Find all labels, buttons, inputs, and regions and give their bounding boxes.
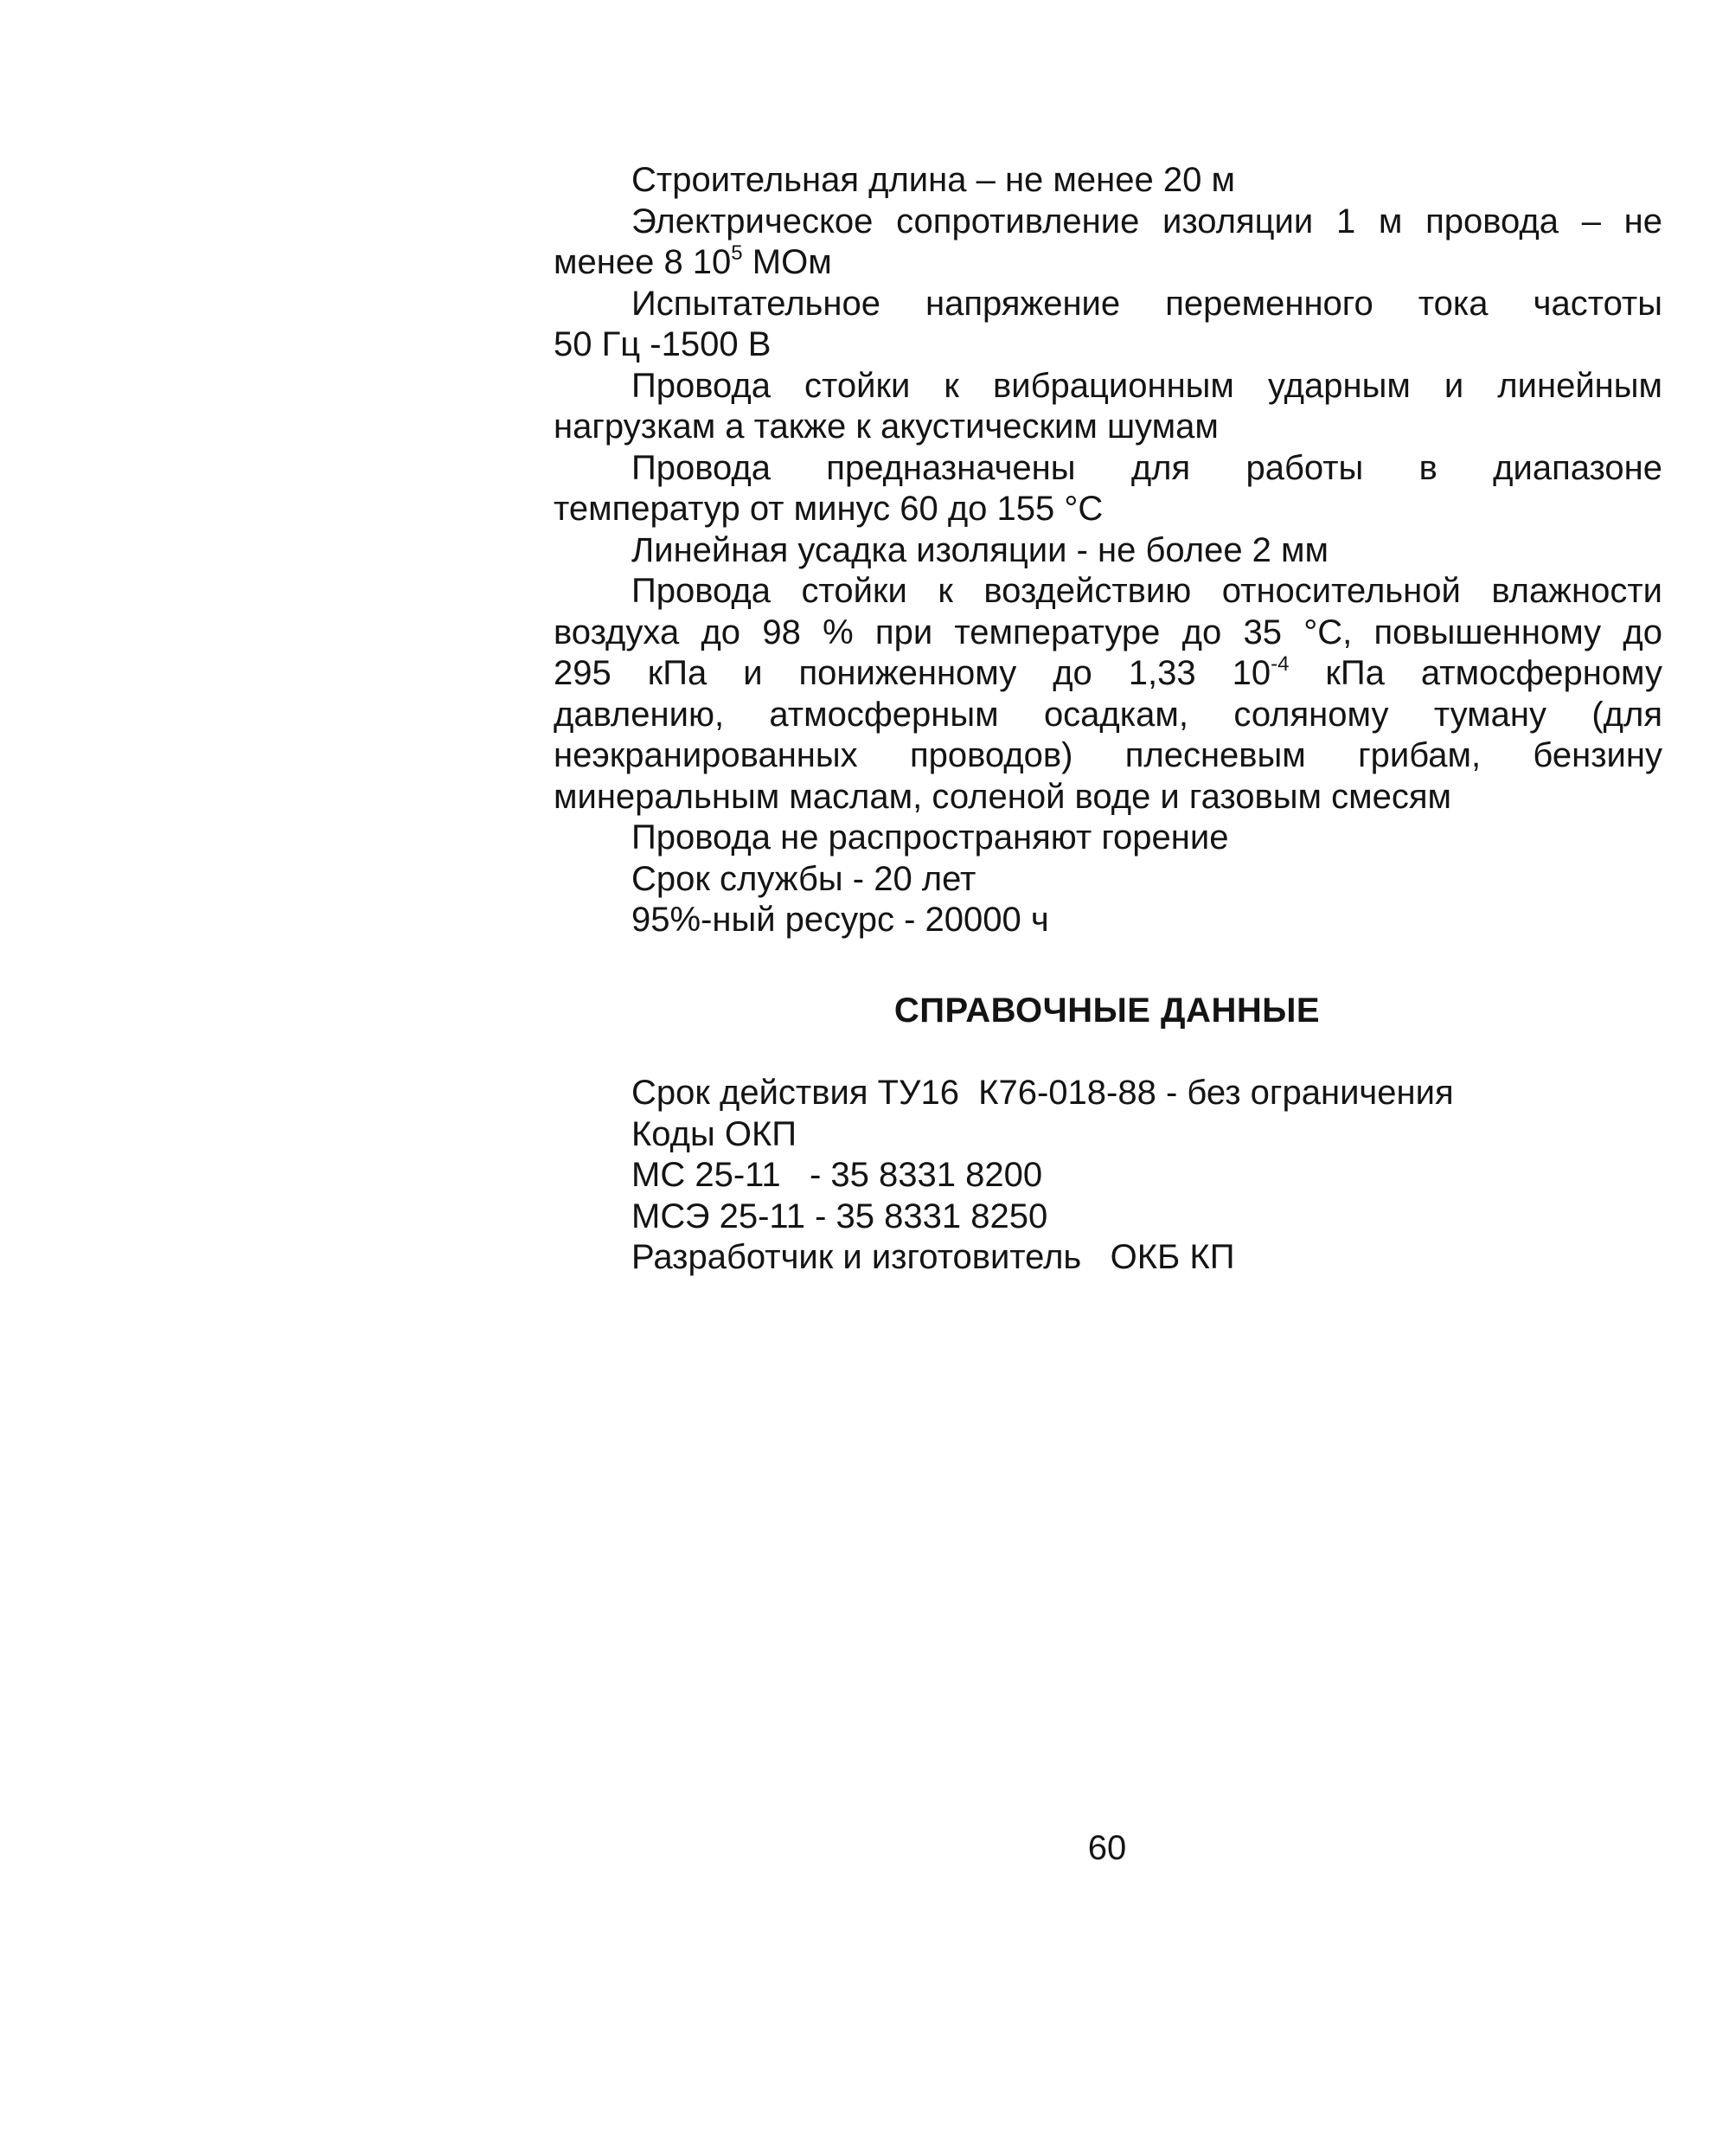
text-fragment: кПа атмосферному [1289, 654, 1663, 692]
paragraph-environment-cont [554, 695, 1662, 736]
paragraph-vibration [554, 366, 1662, 407]
okp-code-mse: МСЭ 25-11 - 35 8331 8250 [631, 1197, 1048, 1235]
text-line: Провода предназначены для работы в диапазоне [631, 448, 1662, 487]
okp-heading: Коды ОКП [631, 1114, 797, 1153]
superscript: 5 [731, 241, 743, 265]
text-line: Электрическое сопротивление изоляции 1 м провода – не [631, 202, 1662, 241]
paragraph-flammability [554, 818, 1662, 859]
paragraph-environment [554, 571, 1662, 613]
paragraph-temperature-range-cont [554, 489, 1662, 530]
developer-line: Разработчик и изготовитель ОКБ КП [631, 1238, 1235, 1276]
paragraph-insulation-resistance [554, 202, 1662, 243]
text-line: давлению, атмосферным осадкам, соляному туману (для [554, 695, 1662, 734]
paragraph-service-life [554, 859, 1662, 901]
text-line: Срок службы - 20 лет [631, 859, 976, 898]
text-line: 95%-ный ресурс - 20000 ч [631, 901, 1049, 939]
text-line: Провода не распространяют горение [631, 818, 1229, 857]
paragraph-test-voltage [554, 284, 1662, 325]
text-fragment: МОм [742, 243, 832, 281]
validity-line: Срок действия ТУ16 К76-018-88 - без ограничения [631, 1074, 1454, 1112]
text-line: минеральным маслам, соленой воде и газовым смесям [554, 777, 1452, 816]
paragraph-environment-cont [554, 613, 1662, 654]
text-line: воздуха до 98 % при температуре до 35 °С, повышенному до [554, 613, 1662, 651]
paragraph-shrinkage [554, 530, 1662, 572]
text-line: Строительная длина – не менее 20 м [631, 161, 1235, 199]
paragraph-temperature-range [554, 448, 1662, 490]
paragraph-environment-cont [554, 777, 1662, 818]
paragraph-insulation-resistance-cont [554, 242, 1662, 284]
text-fragment: 295 кПа и пониженному до 1,33 10 [554, 654, 1271, 692]
text-line: температур от минус 60 до 155 °С [554, 490, 1104, 528]
paragraph-resource [554, 900, 1662, 941]
text-line: Линейная усадка изоляции - не более 2 мм [631, 530, 1329, 569]
text-line: Провода стойки к вибрационным ударным и линейным [631, 366, 1662, 405]
okp-code-ms: МС 25-11 - 35 8331 8200 [631, 1156, 1043, 1194]
page-number: 60 [1087, 1829, 1127, 1867]
specifications-text [554, 160, 1662, 941]
superscript: -4 [1271, 652, 1290, 676]
text-line: неэкранированных проводов) плесневым грибам, бензину [554, 736, 1662, 774]
text-line: нагрузкам а также к акустическим шумам [554, 407, 1219, 446]
text-line: 50 Гц -1500 В [554, 325, 772, 363]
section-title: СПРАВОЧНЫЕ ДАННЫЕ [893, 991, 1321, 1030]
text-line: Испытательное напряжение переменного тока частоты [631, 284, 1662, 323]
paragraph-environment-cont [554, 653, 1662, 695]
paragraph-length [554, 160, 1662, 202]
paragraph-vibration-cont [554, 407, 1662, 448]
paragraph-environment-cont [554, 735, 1662, 777]
text-fragment: менее 8 10 [554, 243, 732, 281]
text-line: Провода стойки к воздействию относительной влажности [631, 572, 1662, 610]
paragraph-test-voltage-cont [554, 324, 1662, 366]
reference-data [631, 1073, 1626, 1279]
